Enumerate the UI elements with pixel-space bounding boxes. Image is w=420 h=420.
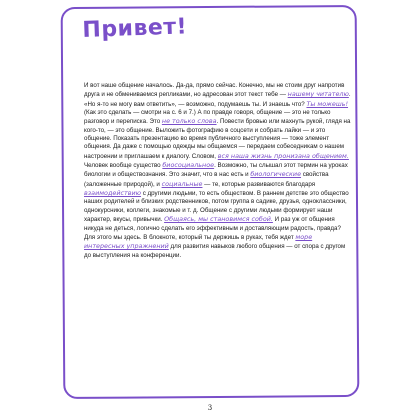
highlighted-phrase: социальные	[161, 179, 203, 188]
text-run: Для этого мы здесь. В блокноте, который ты держишь в руках, тебя ждет	[84, 233, 296, 241]
text-run: свойства (заложенные природой), и	[84, 171, 329, 188]
highlighted-phrase: вся наша жизнь пронизана общением.	[217, 151, 349, 160]
highlighted-phrase: Ты можешь!	[306, 99, 349, 108]
highlighted-phrase: море интересных упражнений	[84, 232, 313, 251]
text-run: для развития навыков любого общения — от спора с другом до выступления на конференции.	[84, 243, 346, 259]
paragraph	[84, 233, 352, 260]
paragraph	[84, 82, 352, 161]
highlighted-phrase: биологические	[250, 170, 302, 179]
highlighted-phrase: не только слова	[161, 117, 217, 126]
text-run: (Как это сделать — смотри на с. 6 и 7.) А по правде говоря, общение — это не только разговор и переписка. Это	[84, 109, 331, 126]
body-text	[84, 82, 352, 260]
text-run: И раз уж от общения никуда не деться, логично сделать его эффективным и доставляющим радость, правда?	[84, 216, 341, 232]
text-run: — те, которые развиваются благодаря	[202, 180, 316, 188]
paragraph	[84, 161, 352, 233]
text-run: . Возможно, ты слышал этот термин на уроках биологии и обществознания. Это значит, что в нас есть и	[84, 162, 348, 179]
page-heading: Привет!	[82, 14, 188, 43]
text-run: Человек вообще существо	[84, 162, 163, 170]
text-run: И вот наше общение началось. Да-да, прямо сейчас. Конечно, мы не стоим друг напротив друга и не обмениваемся репликами, но адресован этот текст тебе —	[84, 82, 345, 99]
text-run: . «Но я-то не могу вам ответить», — возможно, подумаешь ты. И знаешь что?	[84, 91, 351, 108]
text-run: . Повести бровью или махнуть рукой, глядя на кого-то, — это общение. Выложить фотографию в соцсети и собрать лайки — и это общение. Показать презентацию во время публичного выступления — тоже элемент общения. Да даже с помощью одежды мы общаемся — передаем собеседникам о нашем настроении и приглашаем к диалогу. Словом,	[84, 118, 351, 160]
highlighted-phrase: биосоциальное	[162, 161, 215, 170]
text-run: с другими людьми, то есть обществом. В раннем детстве это общество наших родителей и близких родственников, потом группа в садике, друзья, одноклассники, однокурсники, коллеги, знакомые и т. д. Общение с другими людьми формирует наши характер, вкусы, привычки.	[84, 190, 349, 224]
highlighted-phrase: нашему читателю	[287, 90, 349, 99]
highlighted-phrase: Общаясь, мы становимся собой.	[164, 215, 273, 224]
page-number: 3	[207, 404, 213, 412]
highlighted-phrase: взаимодействию	[84, 189, 142, 198]
